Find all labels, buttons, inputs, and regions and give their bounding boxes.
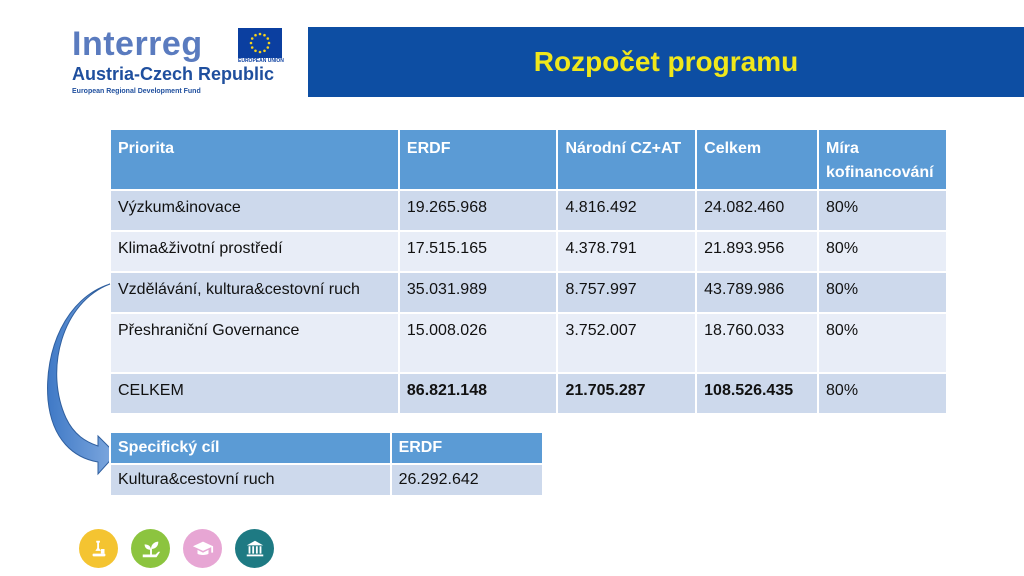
table-cell: Klima&životní prostředí	[110, 231, 399, 272]
table-cell: Přeshraniční Governance	[110, 313, 399, 373]
table-cell: 86.821.148	[399, 373, 558, 414]
table-header-row	[110, 432, 543, 464]
table-cell: 80%	[818, 373, 947, 414]
table-row	[110, 190, 947, 231]
header-cell: Specifický cíl	[110, 432, 391, 464]
header-cell: Priorita	[110, 129, 399, 190]
table-cell: 19.265.968	[399, 190, 558, 231]
table-row	[110, 313, 947, 373]
table-cell: 21.893.956	[696, 231, 818, 272]
table-cell: 3.752.007	[557, 313, 696, 373]
table-cell: 43.789.986	[696, 272, 818, 313]
table-cell: 80%	[818, 313, 947, 373]
table-cell: 80%	[818, 231, 947, 272]
table-cell: CELKEM	[110, 373, 399, 414]
table-cell: 80%	[818, 272, 947, 313]
table-cell: 35.031.989	[399, 272, 558, 313]
page-title: Rozpočet programu	[533, 46, 799, 77]
table-cell: Vzdělávání, kultura&cestovní ruch	[110, 272, 399, 313]
table-cell: 26.292.642	[391, 464, 543, 496]
governance-icon	[235, 529, 274, 568]
header-cell: Míra kofinancování	[818, 129, 947, 190]
budget-table	[109, 128, 948, 415]
header-cell: Celkem	[696, 129, 818, 190]
table-cell: 80%	[818, 190, 947, 231]
table-cell: 24.082.460	[696, 190, 818, 231]
table-cell: Výzkum&inovace	[110, 190, 399, 231]
table-cell: 4.378.791	[557, 231, 696, 272]
table-cell: 15.008.026	[399, 313, 558, 373]
table-cell: 17.515.165	[399, 231, 558, 272]
table-cell: 4.816.492	[557, 190, 696, 231]
research-icon	[79, 529, 118, 568]
table-row	[110, 231, 947, 272]
logo-country: Austria-Czech Republic	[72, 64, 275, 84]
education-icon	[183, 529, 222, 568]
header-cell: ERDF	[399, 129, 558, 190]
specific-goal-table	[109, 431, 544, 497]
table-cell: 18.760.033	[696, 313, 818, 373]
table-cell: 108.526.435	[696, 373, 818, 414]
header-cell: ERDF	[391, 432, 543, 464]
eu-label: EUROPEAN UNION	[238, 58, 284, 64]
table-header-row	[110, 129, 947, 190]
table-cell: 8.757.997	[557, 272, 696, 313]
header-cell: Národní CZ+AT	[557, 129, 696, 190]
table-cell: Kultura&cestovní ruch	[110, 464, 391, 496]
table-total-row	[110, 373, 947, 414]
priority-icons	[79, 529, 274, 568]
table-row	[110, 272, 947, 313]
environment-icon	[131, 529, 170, 568]
interreg-logo	[72, 26, 287, 98]
eu-flag-icon	[238, 28, 282, 58]
logo-fund: European Regional Development Fund	[72, 88, 201, 95]
table-cell: 21.705.287	[557, 373, 696, 414]
logo-brand: Interreg	[72, 25, 203, 63]
header-bar	[308, 27, 1024, 97]
table-row	[110, 464, 543, 496]
